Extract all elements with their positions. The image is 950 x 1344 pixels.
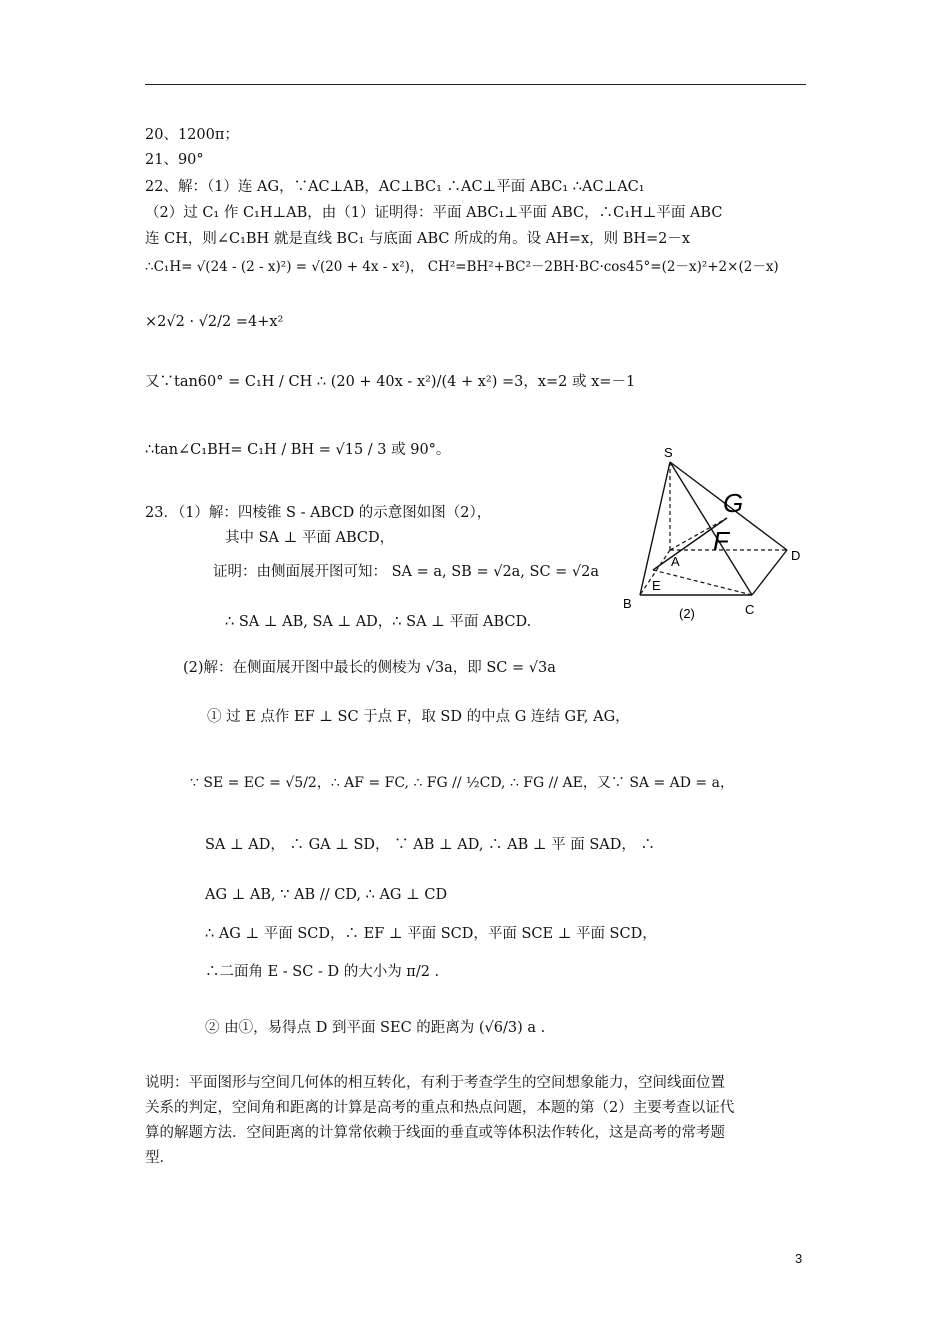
answer-20: 20、1200π； — [145, 127, 239, 143]
label-A: A — [671, 554, 680, 569]
answer-22-line4: ∴C₁H= √(24 - (2 - x)²) = √(20 + 4x - x²)， CH²=BH²+BC²－2BH·BC·cos45°=(2－x)²+2×(2－x) — [145, 259, 779, 275]
note-line4: 型． — [145, 1150, 174, 1166]
answer-23-step2: ∵ SE = EC = √5/2，∴ AF = FC, ∴ FG // ½CD, ∴ FG // AE，又∵ SA = AD = a， — [190, 775, 734, 791]
answer-23-step7: ② 由①，易得点 D 到平面 SEC 的距离为 (√6/3) a . — [205, 1020, 546, 1036]
answer-23-step6: ∴二面角 E - SC - D 的大小为 π/2 . — [205, 964, 440, 980]
answer-23-step4: AG ⊥ AB, ∵ AB // CD, ∴ AG ⊥ CD — [205, 887, 448, 903]
answer-22-part2: （2）过 C₁ 作 C₁H⊥AB，由（1）证明得：平面 ABC₁⊥平面 ABC，∴C₁H⊥平面 ABC — [145, 205, 723, 221]
header-rule — [145, 84, 806, 85]
label-G: G — [723, 488, 744, 518]
answer-23-step1: ① 过 E 点作 EF ⊥ SC 于点 F，取 SD 的中点 G 连结 GF, AG， — [207, 709, 630, 725]
answer-22-line7: ∴tan∠C₁BH= C₁H / BH = √15 / 3 或 90°。 — [145, 442, 451, 458]
figure-caption: (2) — [679, 606, 695, 621]
pyramid-figure — [615, 440, 815, 630]
answer-22-line6: 又∵tan60° = C₁H / CH ∴ (20 + 40x - x²)/(4 + x²) =3，x=2 或 x=－1 — [145, 374, 636, 390]
answer-23-line4: ∴ SA ⊥ AB, SA ⊥ AD，∴ SA ⊥ 平面 ABCD. — [225, 614, 532, 630]
label-E: E — [652, 578, 661, 593]
answer-22-part1: 22、解：（1）连 AG，∵AC⊥AB，AC⊥BC₁ ∴AC⊥平面 ABC₁ ∴AC⊥AC₁ — [145, 179, 645, 195]
answer-23-part2: (2)解：在侧面展开图中最长的侧棱为 √3a，即 SC = √3a — [183, 660, 556, 676]
answer-22-line3: 连 CH，则∠C₁BH 就是直线 BC₁ 与底面 ABC 所成的角。设 AH=x，则 BH=2－x — [145, 231, 691, 247]
label-D: D — [791, 548, 801, 563]
label-S: S — [664, 445, 673, 460]
answer-21: 21、90° — [145, 152, 204, 168]
answer-22-line5: ×2√2 · √2/2 =4+x² — [145, 314, 284, 330]
answer-23-step5: ∴ AG ⊥ 平面 SCD，∴ EF ⊥ 平面 SCD，平面 SCE ⊥ 平面 SCD， — [205, 926, 657, 942]
label-B: B — [623, 596, 632, 611]
note-line3: 算的解题方法．空间距离的计算常依赖于线面的垂直或等体积法作转化，这是高考的常考题 — [145, 1125, 725, 1141]
note-line2: 关系的判定，空间角和距离的计算是高考的重点和热点问题，本题的第（2）主要考查以证代 — [145, 1100, 735, 1116]
note-line1: 说明：平面图形与空间几何体的相互转化，有利于考查学生的空间想象能力，空间线面位置 — [145, 1075, 725, 1091]
label-F: F — [713, 526, 729, 556]
answer-23-step3: SA ⊥ AD， ∴ GA ⊥ SD， ∵ AB ⊥ AD, ∴ AB ⊥ 平 面 SAD， ∴ — [205, 837, 655, 853]
answer-23-intro: 23．（1）解：四棱锥 S - ABCD 的示意图如图（2）， — [145, 505, 492, 521]
answer-23-line2: 其中 SA ⊥ 平面 ABCD， — [225, 530, 395, 546]
label-C: C — [745, 602, 755, 617]
answer-23-line3: 证明：由侧面展开图可知： SA = a, SB = √2a, SC = √2a — [213, 564, 600, 580]
page-number: 3 — [795, 1251, 803, 1266]
